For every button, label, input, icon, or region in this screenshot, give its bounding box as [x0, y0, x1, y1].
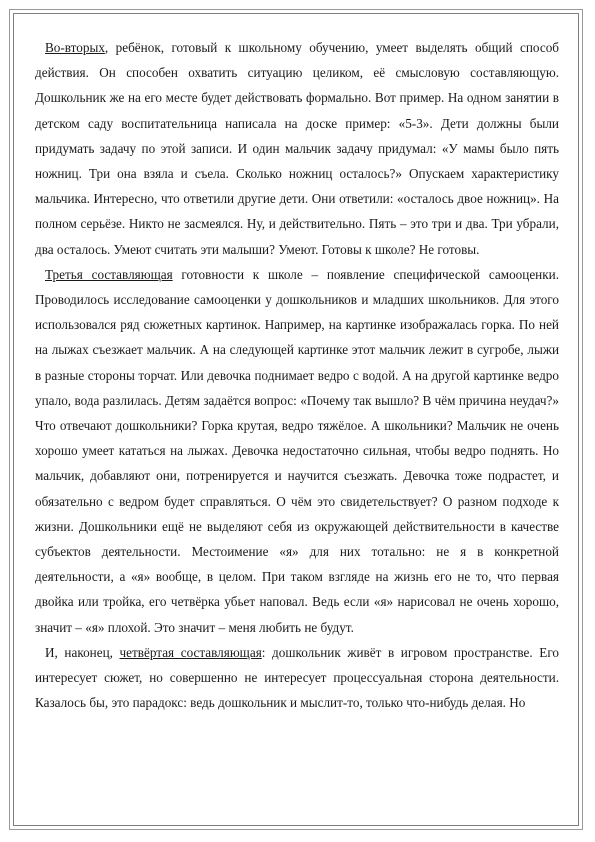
paragraph-text: : дошкольник живёт в игровом пространстве. Его интересует сюжет, но совершенно не интересует процессуальная сторона деятельности. Казалось бы, это парадокс: ведь дошкольник и мыслит-то, только что-нибудь делая. Но: [35, 644, 559, 711]
paragraph-prefix: И, наконец,: [45, 644, 120, 660]
paragraph-secondly: [35, 35, 559, 262]
paragraph-fourth-component: [35, 640, 559, 716]
paragraph-text: , ребёнок, готовый к школьному обучению, умеет выделять общий способ действия. Он способен охватить ситуацию целиком, её смысловую составляющую. Дошкольник же на его месте будет действовать формально. Вот пример. На одном занятии в детском саду воспитательница написала на доске пример: «5-3». Дети должны были придумать задачу по этой записи. И один мальчик задачу придумал: «У мамы было пять ножниц. Три она взяла и съела. Сколько ножниц осталось?» Опускаем характеристику мальчика. Интересно, что ответили другие дети. Они ответили: «осталось двое ножниц». На полном серьёзе. Никто не засмеялся. Ну, и действительно. Пять – это три и два. Три убрали, два осталось. Умеют считать эти малыши? Умеют. Готовы к школе? Не готовы.: [35, 40, 559, 257]
paragraph-text: готовности к школе – появление специфической самооценки. Проводилось исследование самооценки у дошкольников и младших школьников. Для этого использовался ряд сюжетных картинок. Например, на картинке изображалась горка. По ней на лыжах съезжает мальчик. А на следующей картинке этот мальчик лежит в сугробе, лыжи в разные стороны торчат. Или девочка поднимает ведро с водой. А на другой картинке ведро упало, вода разлилась. Детям задаётся вопрос: «Почему так вышло? В чём причина неудач?» Что отвечают дошкольники? Горка крутая, ведро тяжёлое. А школьники? Мальчик не очень хорошо умеет кататься на лыжах. Девочка недостаточно сильная, чтобы ведро поднять. Но мальчик, добавляют они, потренируется и научится съезжать. Девочка тоже подрастет, и обязательно с ведром будет справляться. О чём это свидетельствует? О разном подходе к жизни. Дошкольники ещё не выделяют себя из окружающей действительности в качестве субъектов деятельности. Местоимение «я» для них тотально: не я в конкретной деятельности, а «я» вообще, в целом. При таком взгляде на жизнь его не то, что первая двойка или тройка, его четвёрка убьет наповал. Ведь если «я» нарисовал не очень хорошо, значит – «я» плохой. Это значит – меня любить не будут.: [35, 266, 559, 635]
underlined-lead-third-component: Третья составляющая: [45, 266, 173, 282]
paragraph-third-component: [35, 262, 559, 640]
document-body: [35, 35, 559, 715]
underlined-lead-fourth-component: четвёртая составляющая: [119, 644, 262, 660]
underlined-lead-secondly: Во-вторых: [45, 40, 105, 55]
